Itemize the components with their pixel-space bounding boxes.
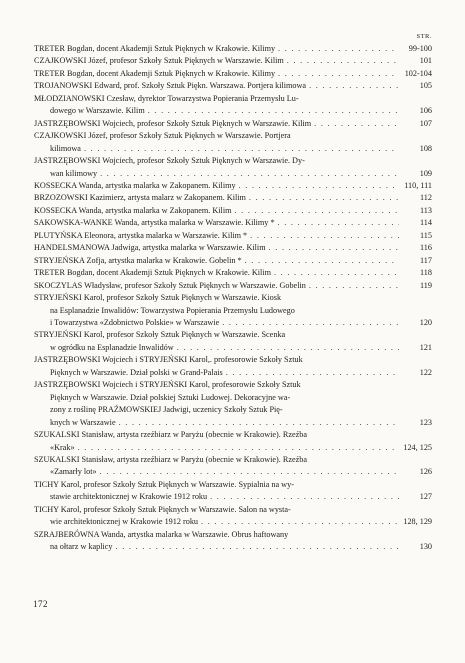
index-entry — [34, 267, 432, 279]
entry-page-ref: 120 — [419, 317, 432, 327]
entry-page-ref: 127 — [419, 492, 432, 502]
entry-text: KOSSECKA Wanda, artystka malarka w Zakopanem. Kilim — [34, 205, 232, 215]
index-entry — [34, 80, 432, 92]
dot-leader — [145, 105, 399, 117]
index-entry — [34, 454, 432, 479]
entry-text: PLUTYŃSKA Eleonora, artystka malarka w Warszawie. Kilim * — [34, 230, 248, 240]
entry-text: SZUKALSKI Stanisław, artysta rzeźbiarz w Paryżu (obecnie w Krakowie). Rzeźba — [34, 430, 307, 440]
entry-line — [34, 93, 432, 105]
entry-line — [34, 280, 432, 292]
entry-line — [34, 155, 432, 167]
entry-line — [34, 541, 432, 553]
entry-text: TRETER Bogdan, docent Akademji Sztuk Pięknych w Krakowie. Kilim — [34, 268, 271, 278]
entry-line — [34, 379, 432, 391]
entry-text: SAKOWSKA-WANKE Wanda, artystka malarka w Warszawie. Kilimy * — [34, 218, 275, 228]
entry-text: SKOCZYLAS Władysław, profesor Szkoły Sztuk Pięknych w Warszawie. Gobelin — [34, 280, 306, 290]
dot-leader — [97, 466, 399, 478]
entry-page-ref: 119 — [420, 280, 432, 290]
entry-text: «Krak» — [50, 442, 75, 452]
entry-line — [34, 130, 432, 142]
dot-leader — [81, 143, 399, 155]
dot-leader — [97, 168, 399, 180]
entry-line — [34, 504, 432, 516]
entry-page-ref: 102-104 — [404, 68, 432, 78]
entry-page-ref: 128, 129 — [403, 517, 432, 527]
dot-leader — [306, 80, 399, 92]
entry-line — [34, 429, 432, 441]
entry-page-ref: 121 — [419, 342, 432, 352]
entry-text: BRZOZOWSKI Kazimierz, artysta malarz w Zakopanem. Kilim — [34, 193, 246, 203]
entry-text: zony z roślinę PRAŹMOWSKIEJ Jadwigi, uczenicy Szkoły Sztuk Pię- — [50, 405, 283, 415]
index-entry — [34, 217, 432, 229]
entry-text: HANDELSMANOWA Jadwiga, artystka malarka w Warszawie. Kilim — [34, 243, 266, 253]
dot-leader — [113, 541, 399, 553]
entry-line — [34, 491, 432, 503]
index-entry — [34, 205, 432, 217]
entry-line — [34, 168, 432, 180]
entry-text: KOSSECKA Wanda, artystka malarka w Zakopanem. Kilimy — [34, 180, 236, 190]
entry-page-ref: 117 — [420, 255, 432, 265]
dot-leader — [275, 43, 399, 55]
dot-leader — [247, 230, 399, 242]
entry-page-ref: 99-100 — [408, 44, 432, 53]
dot-leader — [306, 280, 399, 292]
entry-text: na ołtarz w kaplicy — [50, 542, 113, 552]
entry-text: Pięknych w Warszawie. Dział polskiej Sztuki Ludowej. Dekoracyjne wa- — [50, 392, 291, 402]
dot-leader — [275, 68, 399, 80]
index-entry — [34, 242, 432, 254]
dot-leader — [198, 516, 399, 528]
index-entry — [34, 93, 432, 118]
entry-line — [34, 367, 432, 379]
page-number: 172 — [33, 599, 48, 609]
entry-text: w ogródku na Esplanadzie Inwalidów — [50, 342, 174, 352]
entry-line — [34, 68, 432, 80]
index-entry — [34, 329, 432, 354]
index-entries — [34, 43, 432, 554]
entry-text: JASTRZĘBOWSKI Wojciech, profesor Szkoły Sztuk Pięknych w Warszawie. Kilim — [34, 118, 312, 128]
entry-text: Pięknych w Warszawie. Dział polski w Grand-Palais — [50, 367, 223, 377]
entry-text: i Towarzystwa «Zdobnictwo Polskie» w Warszawie — [50, 317, 220, 327]
entry-page-ref: 105 — [419, 81, 432, 91]
index-entry — [34, 130, 432, 155]
entry-page-ref: 101 — [419, 56, 432, 66]
entry-page-ref: 115 — [420, 230, 432, 240]
index-entry — [34, 280, 432, 292]
index-entry — [34, 155, 432, 180]
index-entry — [34, 230, 432, 242]
entry-line — [34, 479, 432, 491]
entry-text: CZAJKOWSKI Józef, profesor Szkoły Sztuk Pięknych w Warszawie. Kilim — [34, 56, 284, 66]
entry-page-ref: 123 — [419, 417, 432, 427]
dot-leader — [271, 267, 399, 279]
entry-text: TRETER Bogdan, docent Akademji Sztuk Pięknych w Krakowie. Kilimy — [34, 44, 276, 53]
entry-line — [34, 80, 432, 92]
index-entry — [34, 180, 432, 192]
entry-line — [34, 143, 432, 155]
entry-text: TRETER Bogdan, docent Akademji Sztuk Pięknych w Krakowie. Kilimy — [34, 68, 276, 78]
entry-line — [34, 466, 432, 478]
index-entry — [34, 429, 432, 454]
entry-line — [34, 105, 432, 117]
entry-line — [34, 442, 432, 454]
entry-text: «Zamarły lot» — [50, 467, 97, 477]
entry-line — [34, 43, 432, 55]
index-entry — [34, 292, 432, 329]
index-entry — [34, 529, 432, 554]
entry-page-ref: 107 — [419, 118, 432, 128]
entry-line — [34, 417, 432, 429]
index-entry — [34, 55, 432, 67]
entry-text: TROJANOWSKI Edward, prof. Szkoły Sztuk Piękn. Warszawa. Portjera kilimowa — [34, 81, 307, 91]
index-entry — [34, 479, 432, 504]
entry-text: MŁODZIANOWSKI Czesław, dyrektor Towarzystwa Popierania Przemysłu Lu- — [34, 93, 299, 103]
dot-leader — [75, 442, 399, 454]
entry-page-ref: 126 — [419, 467, 432, 477]
entry-line — [34, 267, 432, 279]
dot-leader — [207, 491, 399, 503]
entry-line — [34, 529, 432, 541]
index-entry — [34, 118, 432, 130]
index-entry — [34, 68, 432, 80]
index-entry — [34, 504, 432, 529]
entry-text: JASTRZĘBOWSKI Wojciech i STRYJEŃSKI Karol, profesorowie Szkoły Sztuk — [34, 380, 301, 390]
dot-leader — [266, 242, 399, 254]
index-entry — [34, 43, 432, 55]
index-entry — [34, 255, 432, 267]
entry-page-ref: 108 — [419, 143, 432, 153]
entry-line — [34, 329, 432, 341]
index-entry — [34, 379, 432, 429]
entry-page-ref: 113 — [420, 205, 432, 215]
dot-leader — [246, 192, 399, 204]
dot-leader — [223, 367, 399, 379]
entry-line — [34, 192, 432, 204]
entry-page-ref: 116 — [420, 243, 432, 253]
entry-text: STRYJEŃSKI Karol, profesor Szkoły Sztuk Pięknych w Warszawie. Scenka — [34, 330, 286, 340]
dot-leader — [116, 417, 399, 429]
entry-line — [34, 292, 432, 304]
entry-line — [34, 242, 432, 254]
dot-leader — [311, 118, 399, 130]
entry-page-ref: 124, 125 — [403, 442, 432, 452]
entry-line — [34, 305, 432, 317]
dot-leader — [231, 205, 399, 217]
entry-page-ref: 122 — [419, 367, 432, 377]
entry-line — [34, 354, 432, 366]
entry-text: wie architektonicznej w Krakowie 1912 roku — [50, 517, 199, 527]
entry-text: TICHY Karol, profesor Szkoły Sztuk Pięknych w Warszawie. Sypialnia na wy- — [34, 479, 294, 489]
entry-page-ref: 114 — [420, 218, 432, 228]
entry-line — [34, 317, 432, 329]
entry-line — [34, 217, 432, 229]
entry-page-ref: 109 — [419, 168, 432, 178]
entry-page-ref: 110, 111 — [404, 180, 432, 190]
entry-line — [34, 118, 432, 130]
dot-leader — [275, 217, 399, 229]
index-entry — [34, 192, 432, 204]
dot-leader — [284, 55, 399, 67]
entry-line — [34, 342, 432, 354]
entry-line — [34, 454, 432, 466]
entry-text: JASTRZĘBOWSKI Wojciech, profesor Szkoły Sztuk Pięknych w Warszawie. Dy- — [34, 156, 305, 166]
entry-text: SZUKALSKI Stanisław, artysta rzeźbiarz w Paryżu (obecnie w Krakowie). Rzeźba — [34, 454, 307, 464]
entry-page-ref: 118 — [420, 268, 432, 278]
entry-text: na Esplanadzie Inwalidów: Towarzystwa Popierania Przemysłu Ludowego — [50, 305, 295, 315]
entry-text: stawie architektonicznej w Krakowie 1912 roku — [50, 492, 208, 502]
entry-line — [34, 255, 432, 267]
entry-text: SZRAJBERÓWNA Wanda, artystka malarka w Warszawie. Obrus haftowany — [34, 529, 289, 539]
entry-line — [34, 55, 432, 67]
entry-text: dowego w Warszawie. Kilim — [50, 106, 145, 116]
dot-leader — [236, 180, 399, 192]
entry-line — [34, 392, 432, 404]
page-column-header: STR. — [416, 33, 432, 40]
entry-text: STRYJEŃSKI Karol, profesor Szkoły Sztuk Pięknych w Warszawie. Kiosk — [34, 293, 282, 303]
dot-leader — [219, 317, 399, 329]
entry-text: STRYJEŃSKA Zofja, artystka malarka w Krakowie. Gobelin * — [34, 255, 242, 265]
entry-text: JASTRZĘBOWSKI Wojciech i STRYJEŃSKI Karol,. profesorowie Szkoły Sztuk — [34, 355, 303, 365]
entry-line — [34, 516, 432, 528]
entry-page-ref: 112 — [420, 193, 432, 203]
index-entry — [34, 354, 432, 379]
entry-page-ref: 106 — [419, 106, 432, 116]
entry-text: knych w Warszawie — [50, 417, 116, 427]
dot-leader — [174, 342, 399, 354]
entry-line — [34, 230, 432, 242]
entry-text: CZAJKOWSKI Józef, profesor Szkoły Sztuk Pięknych w Warszawie. Portjera — [34, 131, 291, 141]
entry-line — [34, 205, 432, 217]
entry-text: kilimowa — [50, 143, 81, 153]
entry-page-ref: 130 — [419, 542, 432, 552]
entry-line — [34, 180, 432, 192]
entry-text: TICHY Karol, profesor Szkoły Sztuk Pięknych w Warszawie. Salon na wysta- — [34, 504, 291, 514]
entry-text: wan kilimowy — [50, 168, 98, 178]
entry-line — [34, 404, 432, 416]
dot-leader — [242, 255, 399, 267]
